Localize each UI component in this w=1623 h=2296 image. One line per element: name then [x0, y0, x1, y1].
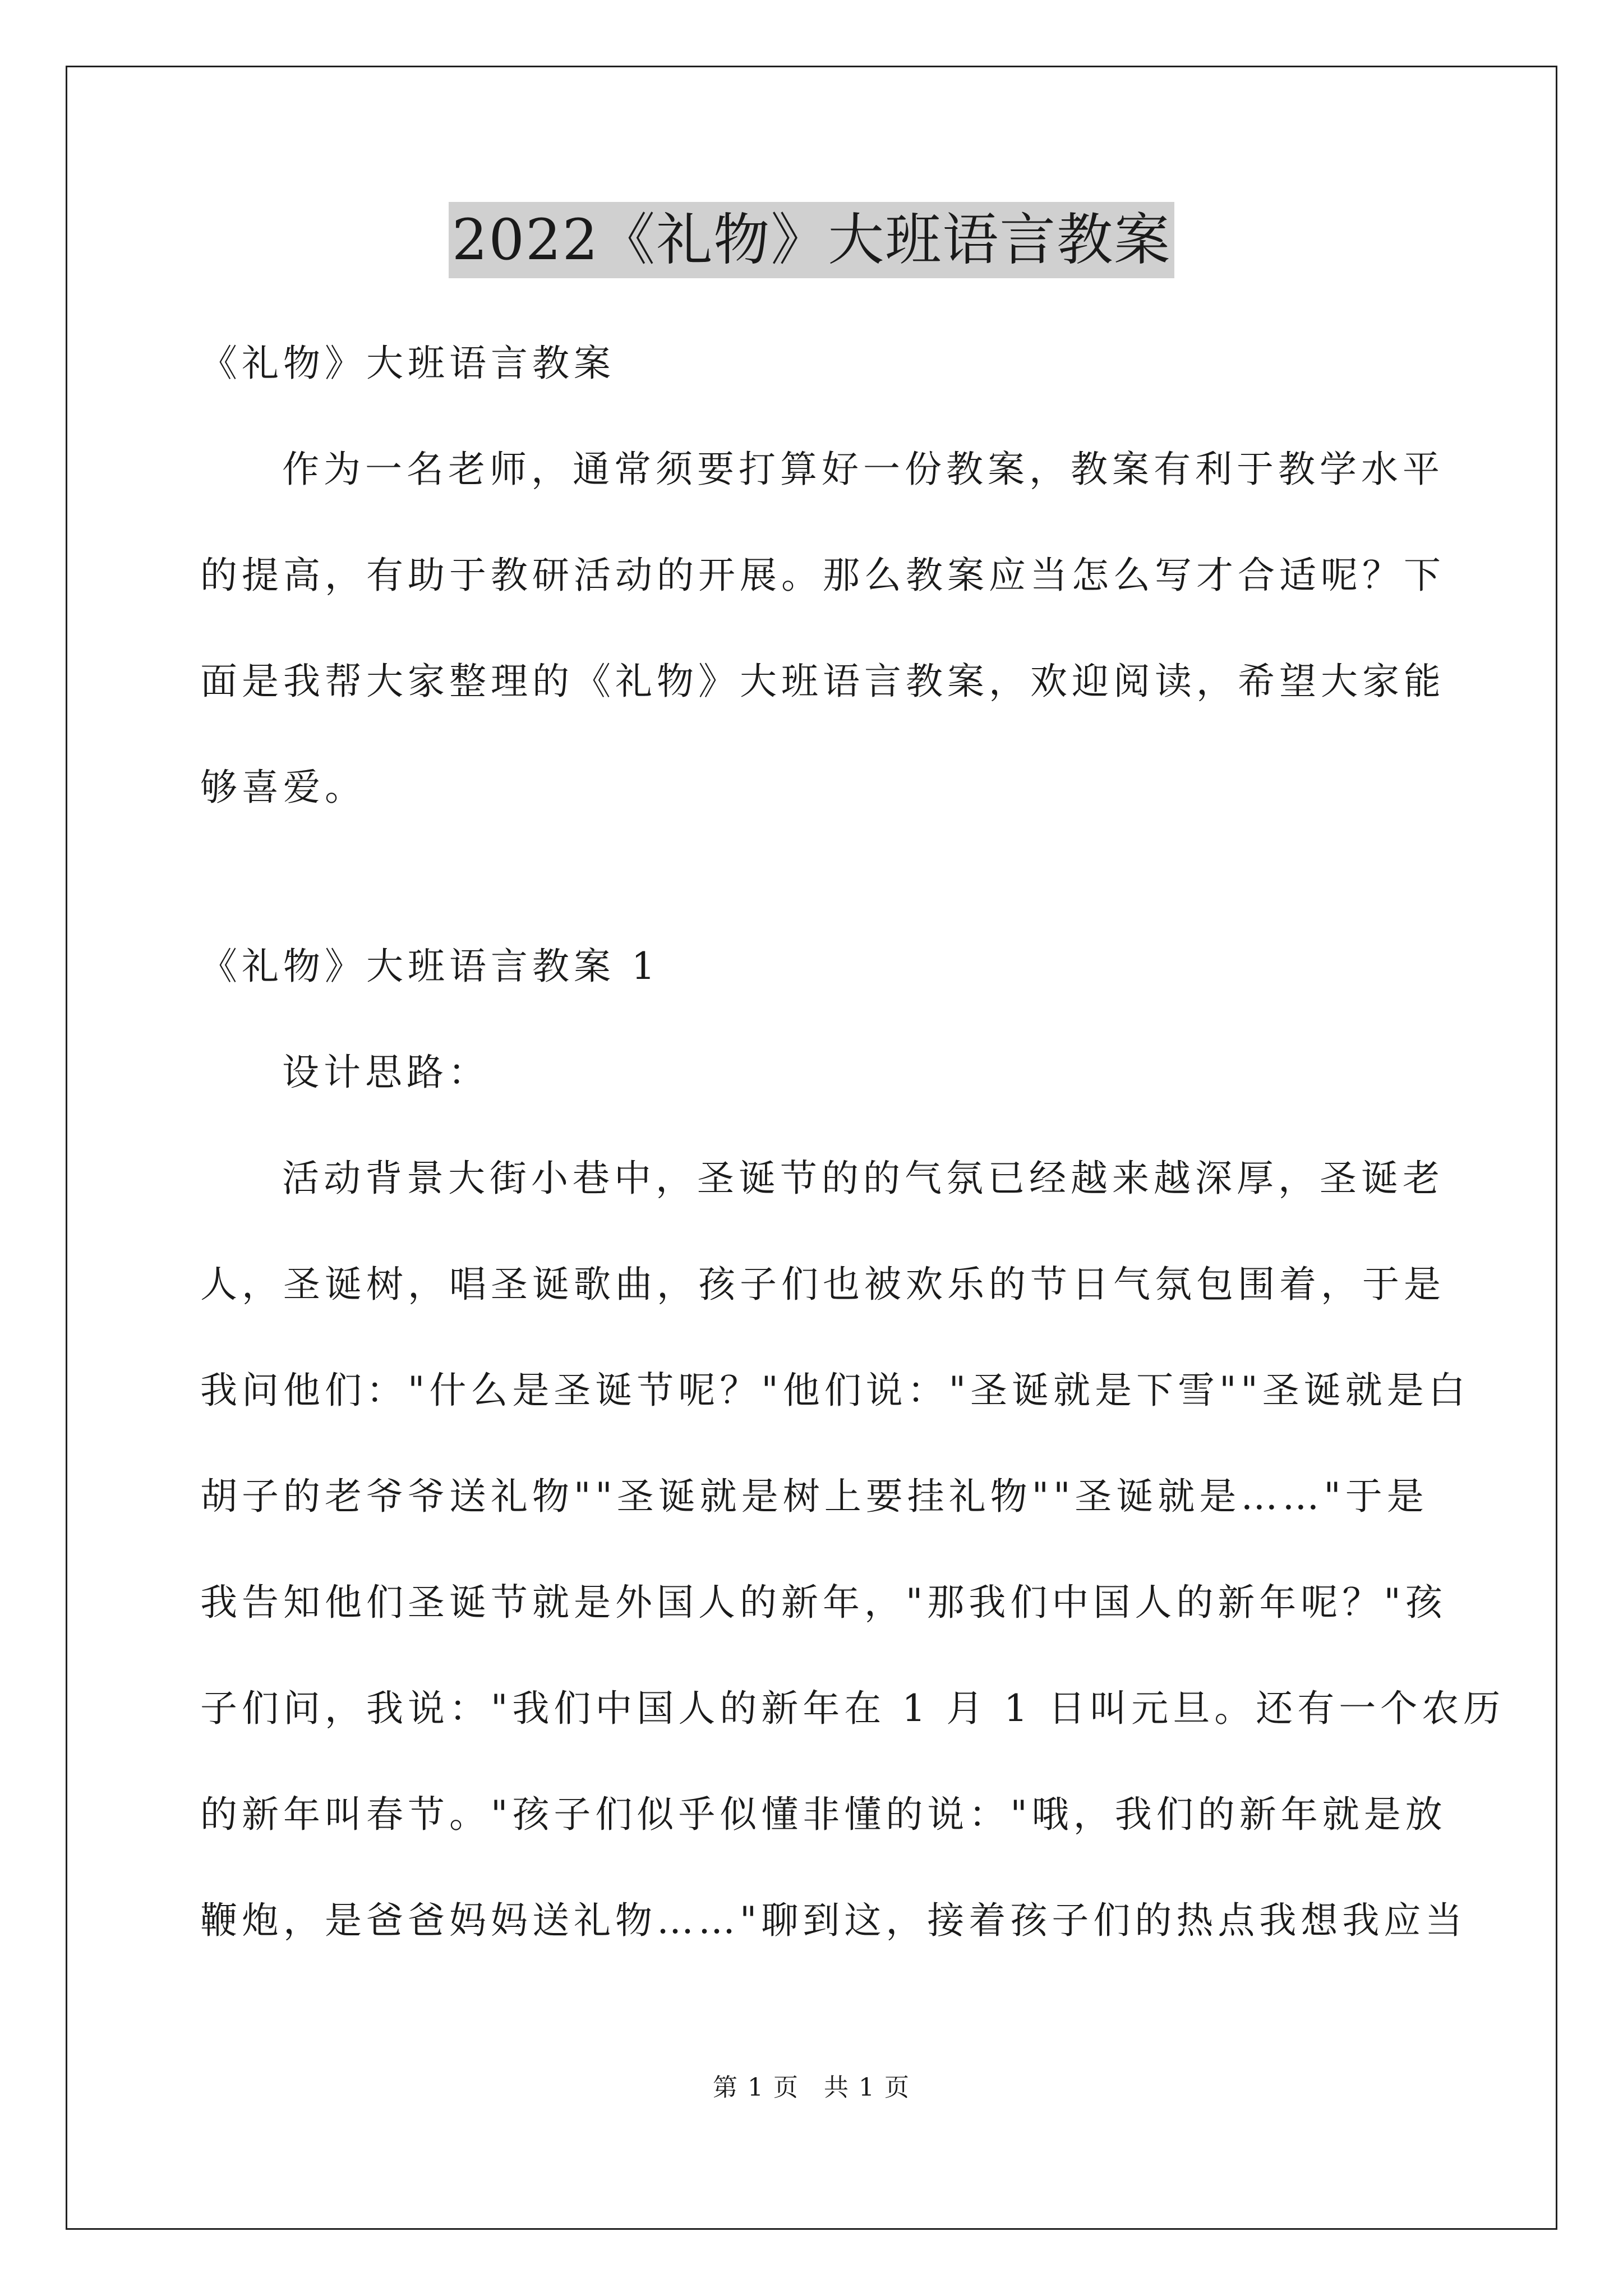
intro-line: 的提高，有助于教研活动的开展。那么教案应当怎么写才合适呢？下: [200, 554, 1445, 597]
body-line: 人，圣诞树，唱圣诞歌曲，孩子们也被欢乐的节日气氛包围着，于是: [200, 1263, 1445, 1306]
page-footer: [0, 2067, 1623, 2103]
body-line: 活动背景大街小巷中，圣诞节的的气氛已经越来越深厚，圣诞老: [282, 1157, 1444, 1200]
title-container: [0, 202, 1623, 278]
body-line: 的新年叫春节。"孩子们似乎似懂非懂的说："哦，我们的新年就是放: [200, 1793, 1447, 1836]
subtitle: 《礼物》大班语言教案: [200, 342, 615, 385]
body-line: 我告知他们圣诞节就是外国人的新年，"那我们中国人的新年呢？"孩: [200, 1581, 1447, 1624]
body-line: 我问他们："什么是圣诞节呢？"他们说："圣诞就是下雪""圣诞就是白: [200, 1369, 1470, 1412]
page-number: 第 1 页: [713, 2073, 799, 2102]
document-title: 2022《礼物》大班语言教案: [449, 202, 1175, 278]
body-line: 子们问，我说："我们中国人的新年在 1 月 1 日叫元旦。还有一个农历: [200, 1687, 1505, 1730]
document-body: [200, 337, 1505, 2000]
intro-line: 面是我帮大家整理的《礼物》大班语言教案，欢迎阅读，希望大家能: [200, 660, 1445, 703]
intro-line: 够喜爱。: [200, 766, 366, 809]
body-line: 胡子的老爷爷送礼物""圣诞就是树上要挂礼物""圣诞就是……"于是: [200, 1475, 1428, 1518]
intro-line: 作为一名老师，通常须要打算好一份教案，教案有利于教学水平: [282, 448, 1444, 491]
design-label: 设计思路：: [282, 1051, 490, 1094]
body-line: 鞭炮，是爸爸妈妈送礼物……"聊到这，接着孩子们的热点我想我应当: [200, 1899, 1467, 1942]
section-heading: 《礼物》大班语言教案 1: [200, 945, 660, 988]
page-total: 共 1 页: [824, 2073, 910, 2102]
section-gap: [200, 867, 1434, 940]
